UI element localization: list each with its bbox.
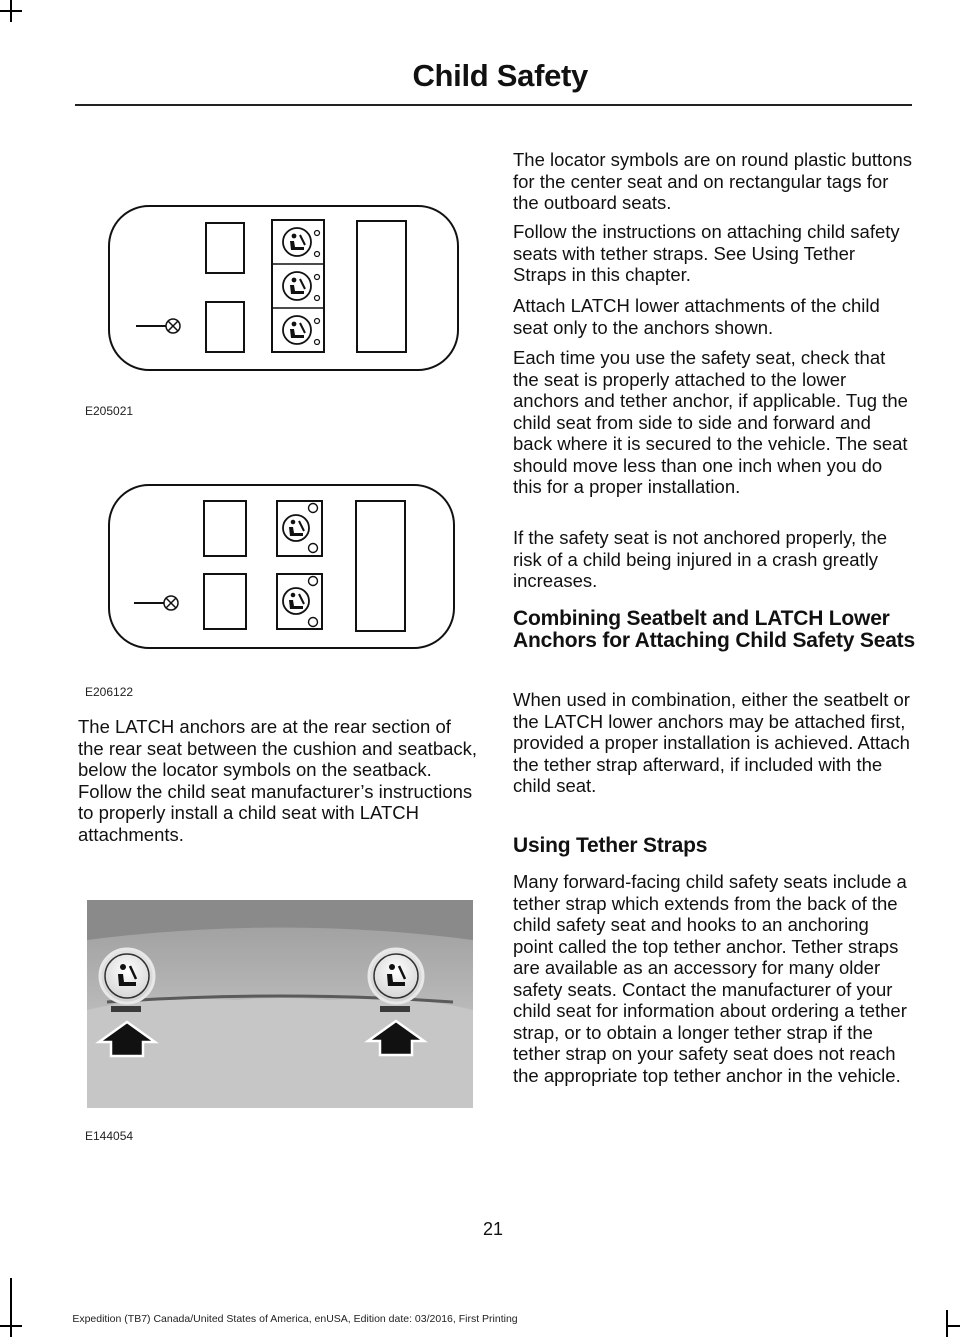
- figure-code: E205021: [85, 404, 134, 418]
- section-heading: Combining Seatbelt and LATCH Lower Anchors for Attaching Child Safety Seats: [513, 607, 915, 652]
- figure-code: E144054: [85, 1129, 134, 1143]
- crop-mark: [0, 1325, 22, 1327]
- crop-mark: [948, 1325, 960, 1327]
- seatback-locator-photo: [87, 900, 473, 1108]
- crop-mark: [0, 10, 22, 12]
- child-seat-locator-icon: [283, 316, 311, 344]
- anchor-warning-paragraph: If the safety seat is not anchored properly, the risk of a child being injured in a crash greatly increases.: [513, 527, 887, 591]
- figure-code: E206122: [85, 685, 134, 699]
- child-seat-locator-icon: [369, 949, 423, 1003]
- locator-symbols-paragraph: The locator symbols are on round plastic buttons for the center seat and on rectangular tags for the outboard seats.: [513, 149, 912, 213]
- seatbelt-anchor-icon: [166, 319, 180, 333]
- tether-straps-paragraph: Many forward-facing child safety seats include a tether strap which extends from the back of the child safety seat and hooks to an anchoring point called the top tether anchor. Tether straps are available as an accessory for many older safety seats. Contact the manufacturer of your child seat for information about ordering a tether strap, or to obtain a longer tether strap if the tether strap on your safety seat does not reach the appropriate top tether anchor in the vehicle.: [513, 871, 907, 1086]
- combining-paragraph: When used in combination, either the seatbelt or the LATCH lower anchors may be attached first, provided a proper installation is achieved. Attach the tether strap afterward, if included with the child seat.: [513, 689, 910, 796]
- page-title: Child Safety: [412, 58, 588, 93]
- footer-edition-text: Expedition (TB7) Canada/United States of America, enUSA, Edition date: 03/2016, First Printing: [72, 1313, 518, 1325]
- child-seat-locator-icon: [283, 588, 309, 614]
- check-seat-paragraph: Each time you use the safety seat, check that the seat is properly attached to the lower anchors and tether anchor, if applicable. Tug the child seat from side to side and forward and back where it is secured to the vehicle. The seat should move less than one inch when you do this for a proper installation.: [513, 347, 908, 497]
- tether-instructions-paragraph: Follow the instructions on attaching child safety seats with tether straps. See Using Tether Straps in this chapter.: [513, 221, 900, 285]
- latch-diagram-figure: [108, 205, 460, 373]
- child-seat-locator-icon: [283, 272, 311, 300]
- crop-mark: [10, 1278, 12, 1337]
- latch-attach-paragraph: Attach LATCH lower attachments of the child seat only to the anchors shown.: [513, 295, 880, 338]
- latch-anchors-paragraph: The LATCH anchors are at the rear section of the rear seat between the cushion and seatback, below the locator symbols on the seatback. Follow the child seat manufacturer’s instructions to properly install a child seat with LATCH attachments.: [78, 716, 478, 845]
- crop-mark: [946, 1310, 948, 1337]
- section-heading: Using Tether Straps: [513, 834, 708, 857]
- page-number: 21: [482, 1219, 504, 1239]
- child-seat-locator-icon: [283, 515, 309, 541]
- seatbelt-anchor-icon: [164, 596, 178, 610]
- latch-diagram-figure: [108, 484, 456, 652]
- child-seat-locator-icon: [283, 228, 311, 256]
- header-rule: [75, 104, 912, 106]
- child-seat-locator-icon: [100, 949, 154, 1003]
